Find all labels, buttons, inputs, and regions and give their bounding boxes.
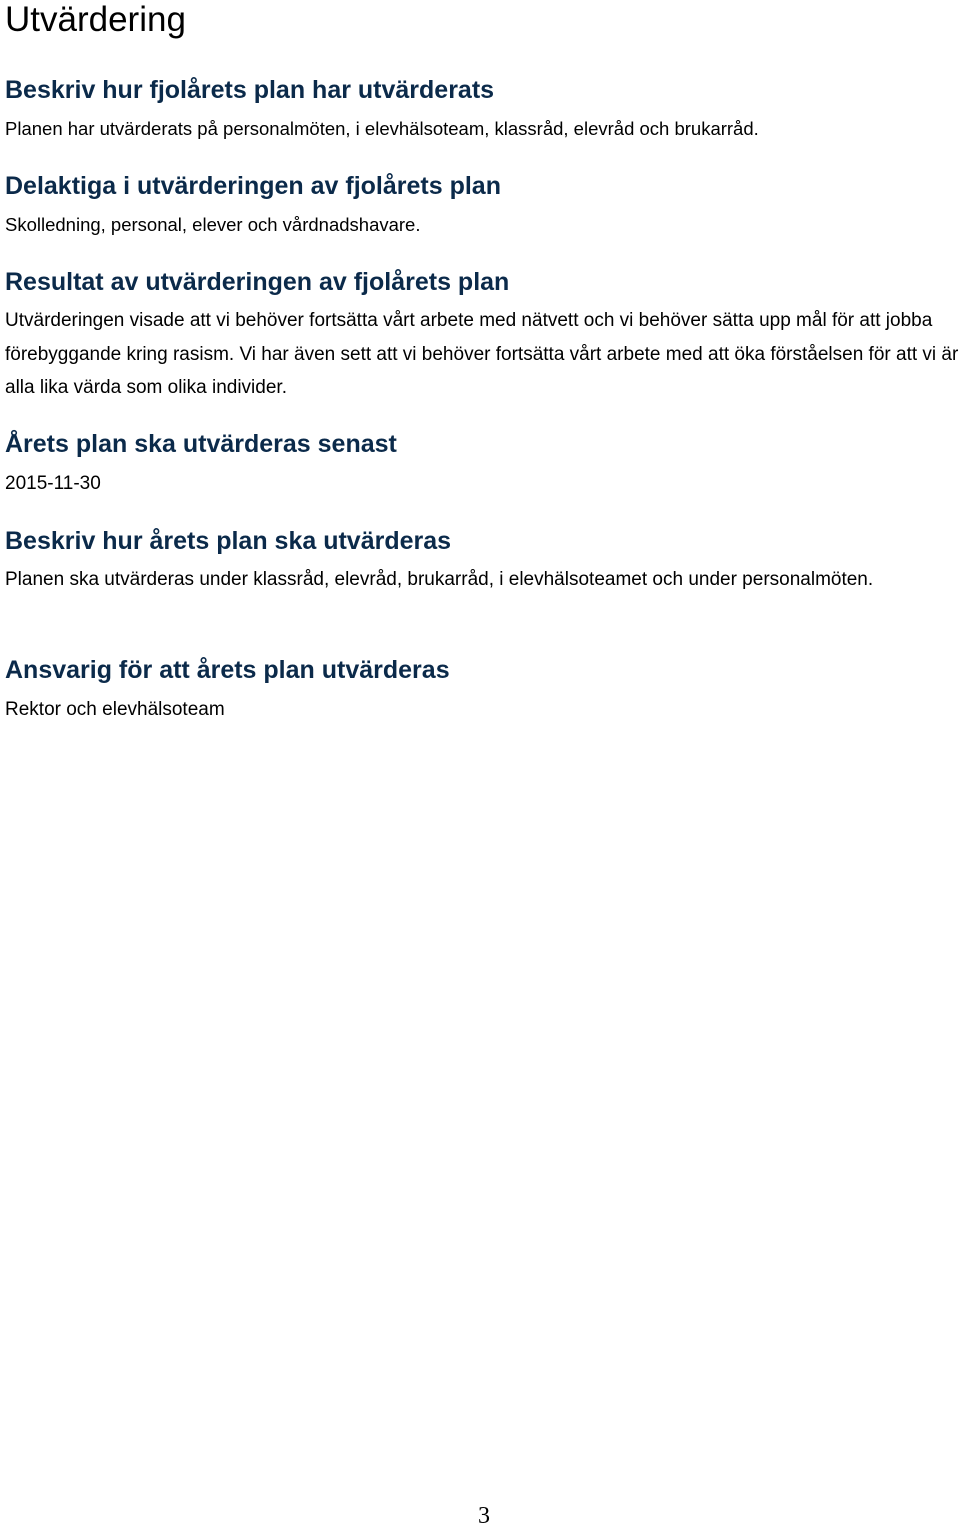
section-text: Utvärderingen visade att vi behöver fortsätta vårt arbete med nätvett och vi behöver sätta upp mål för att jobba förebyggande kring rasism. Vi har även sett att vi behöver fortsätta vårt arbete med att öka förståelsen för att vi är alla lika värda som olika individer. [5,310,959,398]
page-number: 3 [478,1503,490,1529]
section-text: Skolledning, personal, elever och vårdnadshavare. [5,214,421,235]
section-text: Planen har utvärderats på personalmöten, i elevhälsoteam, klassråd, elevråd och brukarråd. [5,118,759,139]
section-heading: Beskriv hur fjolårets plan har utvärderats [5,76,495,104]
section-heading: Ansvarig för att årets plan utvärderas [5,656,450,684]
section-heading: Beskriv hur årets plan ska utvärderas [5,527,452,555]
section-text: 2015-11-30 [5,473,101,494]
section-text: Planen ska utvärderas under klassråd, elevråd, brukarråd, i elevhälsoteamet och under personalmöten. [5,569,874,590]
page-title: Utvärdering [5,0,186,39]
section-heading: Årets plan ska utvärderas senast [5,430,397,458]
section-heading: Delaktiga i utvärderingen av fjolårets plan [5,172,501,200]
section-text: Rektor och elevhälsoteam [5,699,225,720]
section-heading: Resultat av utvärderingen av fjolårets plan [5,268,510,296]
